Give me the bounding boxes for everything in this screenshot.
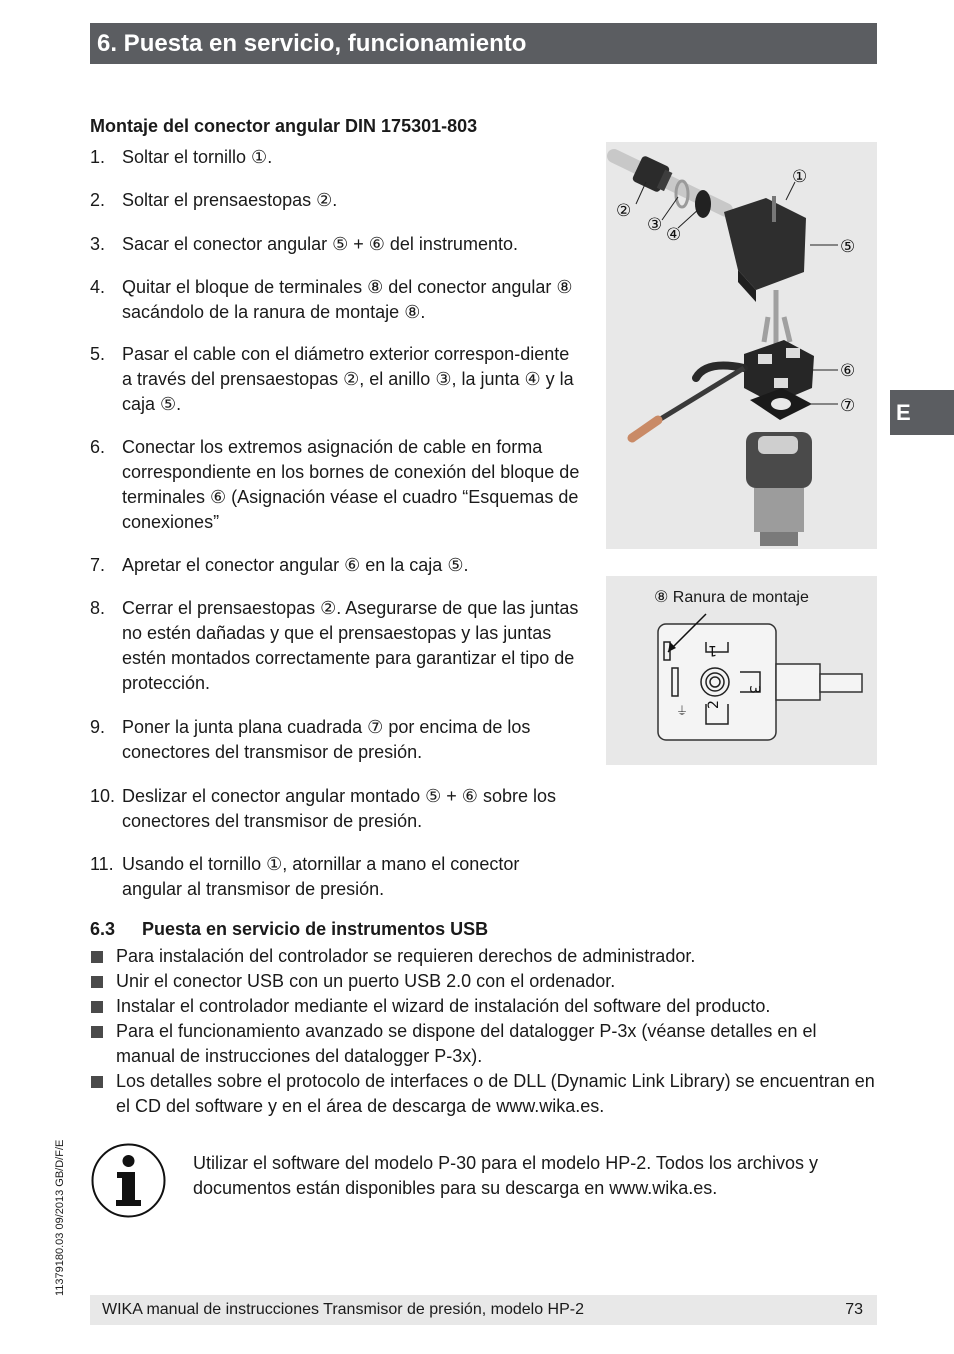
page-footer (90, 1295, 877, 1325)
bullet-text: Instalar el controlador mediante el wizard de instalación del software del producto. (116, 996, 771, 1016)
callout-1: ① (792, 167, 808, 187)
step-text: Poner la junta plana cuadrada ⑦ por encima de los conectores del transmisor de presión. (122, 717, 531, 762)
step-text: Soltar el tornillo ①. (122, 147, 273, 167)
step-number: 9. (90, 717, 106, 737)
page-number: 73 (845, 1301, 863, 1318)
bullet-text: Para el funcionamiento avanzado se dispone del datalogger P-3x (véanse detalles en el manual de instrucciones del datalogger P-3x). (116, 1021, 817, 1066)
section-title: Puesta en servicio de instrumentos USB (142, 919, 489, 939)
step-text: Deslizar el conector angular montado ⑤ + ⑥ sobre los conectores del transmisor de presión. (122, 786, 556, 831)
bullet-item (90, 994, 880, 1019)
figure-caption: ⑧ Ranura de montaje (654, 589, 809, 606)
bullet-text: Los detalles sobre el protocolo de interfaces o de DLL (Dynamic Link Library) se encuentran en el CD del software y en el área de descarga de www.wika.es. (116, 1071, 875, 1116)
info-icon (90, 1142, 167, 1219)
step-number: 8. (90, 598, 106, 618)
bullet-square-icon (91, 976, 103, 988)
bullet-text: Unir el conector USB con un puerto USB 2.0 con el ordenador. (116, 971, 616, 991)
section-number: 6.3 (90, 919, 116, 939)
callout-5: ⑤ (840, 237, 856, 257)
step-text: Usando el tornillo ①, atornillar a mano el conector angular al transmisor de presión. (122, 854, 520, 899)
step-number: 1. (90, 147, 106, 167)
pin-label-3: 3 (746, 685, 762, 694)
step-number: 7. (90, 555, 106, 575)
step-text: Pasar el cable con el diámetro exterior correspon-diente a través del prensaestopas ②, el anillo ③, la junta ④ y la caja ⑤. (122, 344, 574, 414)
callout-2: ② (616, 201, 632, 221)
ground-label: ⏚ (676, 704, 689, 718)
step-number: 10. (90, 786, 116, 806)
mounting-heading: Montaje del conector angular DIN 175301-803 (90, 116, 478, 136)
language-tab (890, 390, 954, 435)
usb-section-heading (90, 919, 488, 940)
mounting-slot-diagram (606, 576, 877, 765)
step-text: Soltar el prensaestopas ②. (122, 190, 338, 210)
callout-7: ⑦ (840, 396, 856, 416)
step-text: Sacar el conector angular ⑤ + ⑥ del instrumento. (122, 234, 518, 254)
step-text: Quitar el bloque de terminales ⑧ del conector angular ⑧ sacándolo de la ranura de montaje ⑧. (122, 277, 573, 322)
connector-exploded-illustration (606, 142, 877, 549)
step-text: Cerrar el prensaestopas ②. Asegurarse de que las juntas no estén dañadas y que el prensaestopas y las juntas estén montados correctamente para garantizar el tipo de protección. (122, 598, 579, 693)
step-number: 5. (90, 344, 106, 364)
bullet-square-icon (91, 1001, 103, 1013)
bullet-square-icon (91, 1076, 103, 1088)
bullet-item (90, 944, 880, 969)
pin-label-1: 1 (708, 642, 717, 658)
step-number: 2. (90, 190, 106, 210)
bullet-square-icon (91, 1026, 103, 1038)
footer-text: WIKA manual de instrucciones Transmisor de presión, modelo HP-2 (102, 1301, 584, 1318)
step-number: 4. (90, 277, 106, 297)
page-title: 6. Puesta en servicio, funcionamiento (97, 30, 527, 57)
bullet-text: Para instalación del controlador se requieren derechos de administrador. (116, 946, 696, 966)
pin-label-2: 2 (706, 700, 722, 709)
language-tab-label: E (896, 400, 911, 425)
bullet-item (90, 1019, 880, 1069)
info-note: Utilizar el software del modelo P-30 para el modelo HP-2. Todos los archivos y documentos están disponibles para su descarga en www.wika.es. (193, 1153, 818, 1198)
bullet-item (90, 969, 880, 994)
step-text: Conectar los extremos asignación de cable en forma correspondiente en los bornes de conexión del bloque de terminales ⑥ (Asignación véase el cuadro “Esquemas de conexiones” (122, 437, 580, 532)
step-number: 3. (90, 234, 106, 254)
callout-3: ③ (647, 215, 663, 235)
mounting-slot-figure (606, 576, 877, 765)
document-code: 11379180.03 09/2013 GB/D/F/E (54, 1139, 66, 1296)
bullet-item (90, 1069, 880, 1119)
connector-exploded-figure (606, 142, 877, 549)
usb-bullet-list (90, 944, 880, 1119)
step-number: 6. (90, 437, 106, 457)
callout-6: ⑥ (840, 361, 856, 381)
step-text: Apretar el conector angular ⑥ en la caja ⑤. (122, 555, 469, 575)
bullet-square-icon (91, 951, 103, 963)
step-number: 11. (90, 854, 114, 874)
callout-4: ④ (666, 225, 682, 245)
section-title-bar (90, 23, 877, 64)
